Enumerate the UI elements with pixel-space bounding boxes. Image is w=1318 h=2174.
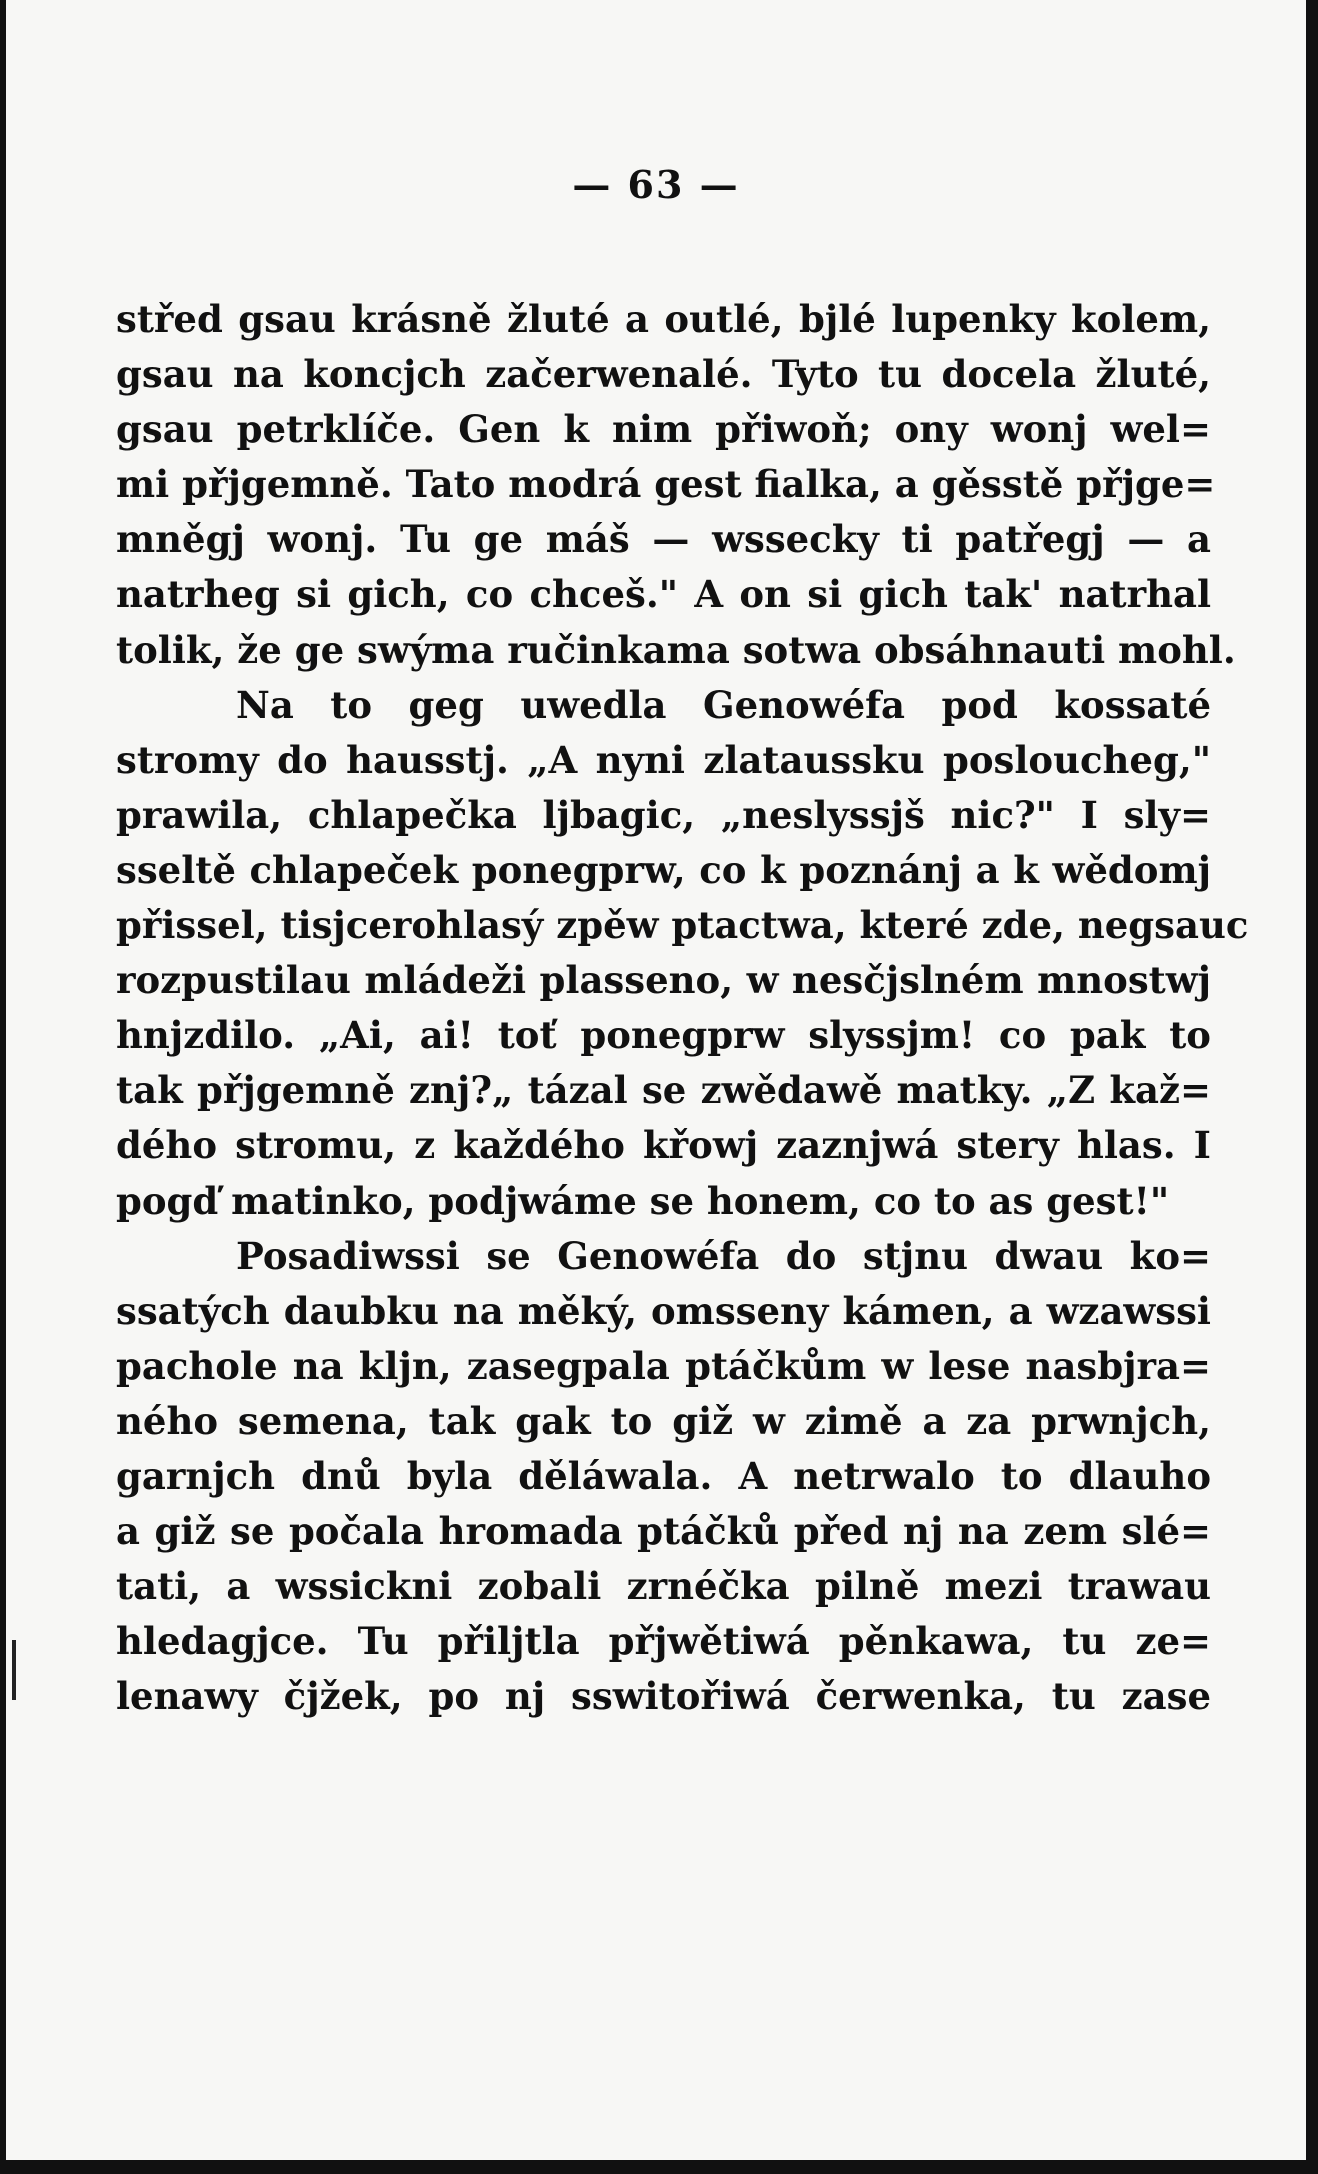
text-line: rozpustilau mládeži plasseno, w nesčjslném mnostwj	[116, 958, 1211, 1003]
margin-mark	[12, 1640, 16, 1700]
text-line: lenawy čjžek, po nj sswitořiwá čerwenka, tu zase	[116, 1674, 1211, 1719]
text-line: sseltě chlapeček ponegprw, co k poznánj a k wědomj	[116, 847, 1211, 892]
text-line: Na to geg uwedla Genowéfa pod kossaté	[236, 682, 1211, 727]
text-line: tak přjgemně znj?„ tázal se zwědawě matky. „Z kaž=	[116, 1068, 1211, 1113]
text-line: střed gsau krásně žluté a outlé, bjlé lupenky kolem,	[116, 297, 1211, 341]
text-line: tolik, že ge swýma ručinkama sotwa obsáhnauti mohl.	[116, 627, 1236, 672]
text-line: mněgj wonj. Tu ge máš — wssecky ti patřegj — a	[116, 517, 1211, 562]
text-line: gsau petrklíče. Gen k nim přiwoň; ony wonj wel=	[116, 407, 1211, 452]
text-line: pachole na kljn, zasegpala ptáčkům w lese nasbjra=	[116, 1343, 1211, 1388]
text-line: hnjzdilo. „Ai, ai! toť ponegprw slyssjm! co pak to	[116, 1013, 1211, 1058]
text-line: garnjch dnů byla děláwala. A netrwalo to dlauho	[116, 1453, 1211, 1498]
text-line: dého stromu, z každého křowj zaznjwá stery hlas. I	[116, 1123, 1211, 1168]
text-line: stromy do hausstj. „A nyni zlataussku posloucheg,"	[116, 737, 1211, 782]
text-line: mi přjgemně. Tato modrá gest fialka, a gěsstě přjge=	[116, 462, 1216, 507]
text-line: tati, a wssickni zobali zrnéčka pilně mezi trawau	[116, 1564, 1211, 1609]
page-number: — 63 —	[572, 162, 740, 207]
text-line: prawila, chlapečka ljbagic, „neslyssjš nic?" I sly=	[116, 792, 1211, 837]
text-line: Posadiwssi se Genowéfa do stjnu dwau ko=	[236, 1233, 1211, 1278]
text-line: gsau na koncjch začerwenalé. Tyto tu docela žluté,	[116, 352, 1211, 397]
text-line: pogď matinko, podjwáme se honem, co to as gest!"	[116, 1178, 1170, 1223]
text-line: ssatých daubku na měký, omsseny kámen, a wzawssi	[116, 1288, 1211, 1333]
body-text	[116, 292, 1249, 1724]
text-line: a giž se počala hromada ptáčků před nj na zem slé=	[116, 1509, 1211, 1554]
text-line: natrheg si gich, co chceš." A on si gich tak' natrhal	[116, 572, 1211, 617]
text-line: ného semena, tak gak to giž w zimě a za prwnjch,	[116, 1398, 1211, 1443]
text-line: přissel, tisjcerohlasý zpěw ptactwa, které zde, negsauc	[116, 903, 1249, 948]
text-line: hledagjce. Tu přiljtla přjwětiwá pěnkawa, tu ze=	[116, 1619, 1211, 1664]
